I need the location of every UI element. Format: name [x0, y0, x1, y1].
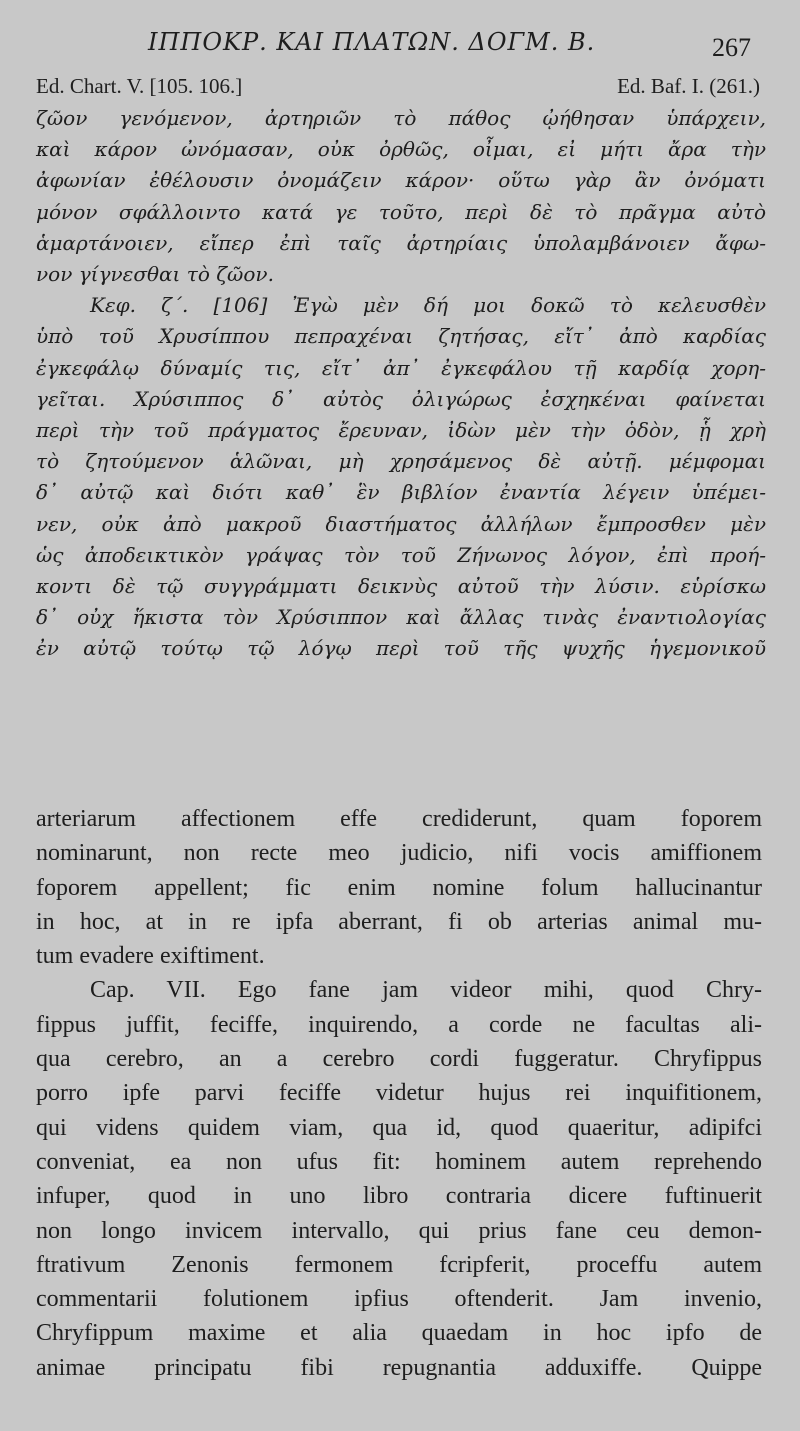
latin-line: fippus juffit, feciffe, inquirendo, a corde ne facultas ali-: [36, 1011, 762, 1038]
latin-line: non longo invicem intervallo, qui prius fane ceu demon-: [36, 1217, 762, 1244]
latin-line: conveniat, ea non ufus fit: hominem autem reprehendo: [36, 1148, 762, 1175]
greek-line: νον γίγνεσθαι τὸ ζῶον.: [36, 262, 274, 287]
running-head: ΙΠΠΟΚΡ. ΚΑΙ ΠΛΑΤΩΝ. ΔΟΓΜ. Β.: [148, 28, 596, 56]
greek-line: ἐγκεφάλῳ δύναμίς τις, εἴτ᾿ ἀπ᾿ ἐγκεφάλου τῇ καρδίᾳ χορη-: [36, 355, 766, 380]
latin-line: porro ipfe parvi feciffe videtur hujus rei inquifitionem,: [36, 1080, 762, 1107]
latin-line: tum evadere exiftiment.: [36, 943, 265, 970]
latin-chapter-heading-line: Cap. VII. Ego fane jam videor mihi, quod Chry-: [90, 977, 762, 1004]
greek-line: ἐν αὐτῷ τούτῳ τῷ λόγῳ περὶ τοῦ τῆς ψυχῆς ἡγεμονικοῦ: [36, 636, 766, 661]
edition-reference-right: Ed. Baf. I. (261.): [617, 74, 760, 98]
latin-line: Chryfippum maxime et alia quaedam in hoc ipfo de: [36, 1320, 762, 1347]
latin-line: arteriarum affectionem effe crediderunt, quam foporem: [36, 806, 762, 832]
greek-line: ἁμαρτάνοιεν, εἴπερ ἐπὶ ταῖς ἀρτηρίαις ὑπολαμβάνοιεν ἄφω-: [36, 230, 766, 255]
greek-line: ὡς ἀποδεικτικὸν γράψας τὸν τοῦ Ζήνωνος λόγον, ἐπὶ προή-: [36, 542, 766, 567]
latin-line: ftrativum Zenonis fermonem fcripferit, proceffu autem: [36, 1251, 762, 1278]
greek-line: νεν, οὐκ ἀπὸ μακροῦ διαστήματος ἀλλήλων ἔμπροσθεν μὲν: [36, 511, 766, 536]
greek-line: ἀφωνίαν ἐθέλουσιν ὀνομάζειν κάρον· οὕτω γὰρ ἂν ὀνόματι: [36, 168, 766, 193]
latin-line: nominarunt, non recte meo judicio, nifi vocis amiffionem: [36, 840, 762, 867]
latin-line: in hoc, at in re ipfa aberrant, fi ob arterias animal mu-: [36, 908, 762, 935]
greek-line: περὶ τὴν τοῦ πράγματος ἔρευναν, ἰδὼν μὲν τὴν ὁδὸν, ᾗ χρὴ: [36, 418, 766, 443]
latin-line: qua cerebro, an a cerebro cordi fuggeratur. Chryfippus: [36, 1046, 762, 1073]
edition-reference-left: Ed. Chart. V. [105. 106.]: [36, 74, 243, 98]
greek-line: κοντι δὲ τῷ συγγράμματι δεικνὺς αὐτοῦ τὴν λύσιν. εὑρίσκω: [36, 574, 766, 599]
greek-line: δ᾿ οὐχ ἥκιστα τὸν Χρύσιππον καὶ ἄλλας τινὰς ἐναντιολογίας: [36, 605, 766, 630]
greek-line: μόνον σφάλλοιντο κατά γε τοῦτο, περὶ δὲ τὸ πρᾶγμα αὐτὸ: [36, 199, 766, 224]
greek-chapter-heading-line: Κεφ. ζ΄. [106] Ἐγὼ μὲν δή μοι δοκῶ τὸ κελευσθὲν: [90, 293, 766, 318]
latin-text-block: [36, 802, 762, 1385]
greek-line: ζῶον γενόμενον, ἀρτηριῶν τὸ πάθος ᾠήθησαν ὑπάρχειν,: [36, 106, 766, 130]
greek-line: δ᾿ αὐτῷ καὶ διότι καθ᾿ ἓν βιβλίον ἐναντία λέγειν ὑπέμει-: [36, 480, 766, 505]
greek-line: τὸ ζητούμενον ἁλῶναι, μὴ χρησάμενος δὲ αὐτῇ. μέμφομαι: [36, 449, 766, 474]
greek-line: καὶ κάρον ὠνόμασαν, οὐκ ὀρθῶς, οἶμαι, εἰ μήτι ἄρα τὴν: [36, 137, 766, 162]
latin-line: infuper, quod in uno libro contraria dicere fuftinuerit: [36, 1183, 762, 1210]
greek-line: ὑπὸ τοῦ Χρυσίππου πεπραχέναι ζητήσας, εἴτ᾿ ἀπὸ καρδίας: [36, 324, 766, 349]
latin-line: qui videns quidem viam, qua id, quod quaeritur, adipifci: [36, 1114, 762, 1141]
latin-line: commentarii folutionem ipfius oftenderit. Jam invenio,: [36, 1286, 762, 1313]
greek-text-block: [36, 103, 766, 665]
page-number: 267: [712, 33, 751, 62]
latin-line: foporem appellent; fic enim nomine folum hallucinantur: [36, 874, 762, 901]
greek-line: γεῖται. Χρύσιππος δ᾿ αὐτὸς ὀλιγώρως ἐσχηκέναι φαίνεται: [36, 386, 766, 411]
latin-line: animae principatu fibi repugnantia adduxiffe. Quippe: [36, 1354, 762, 1381]
